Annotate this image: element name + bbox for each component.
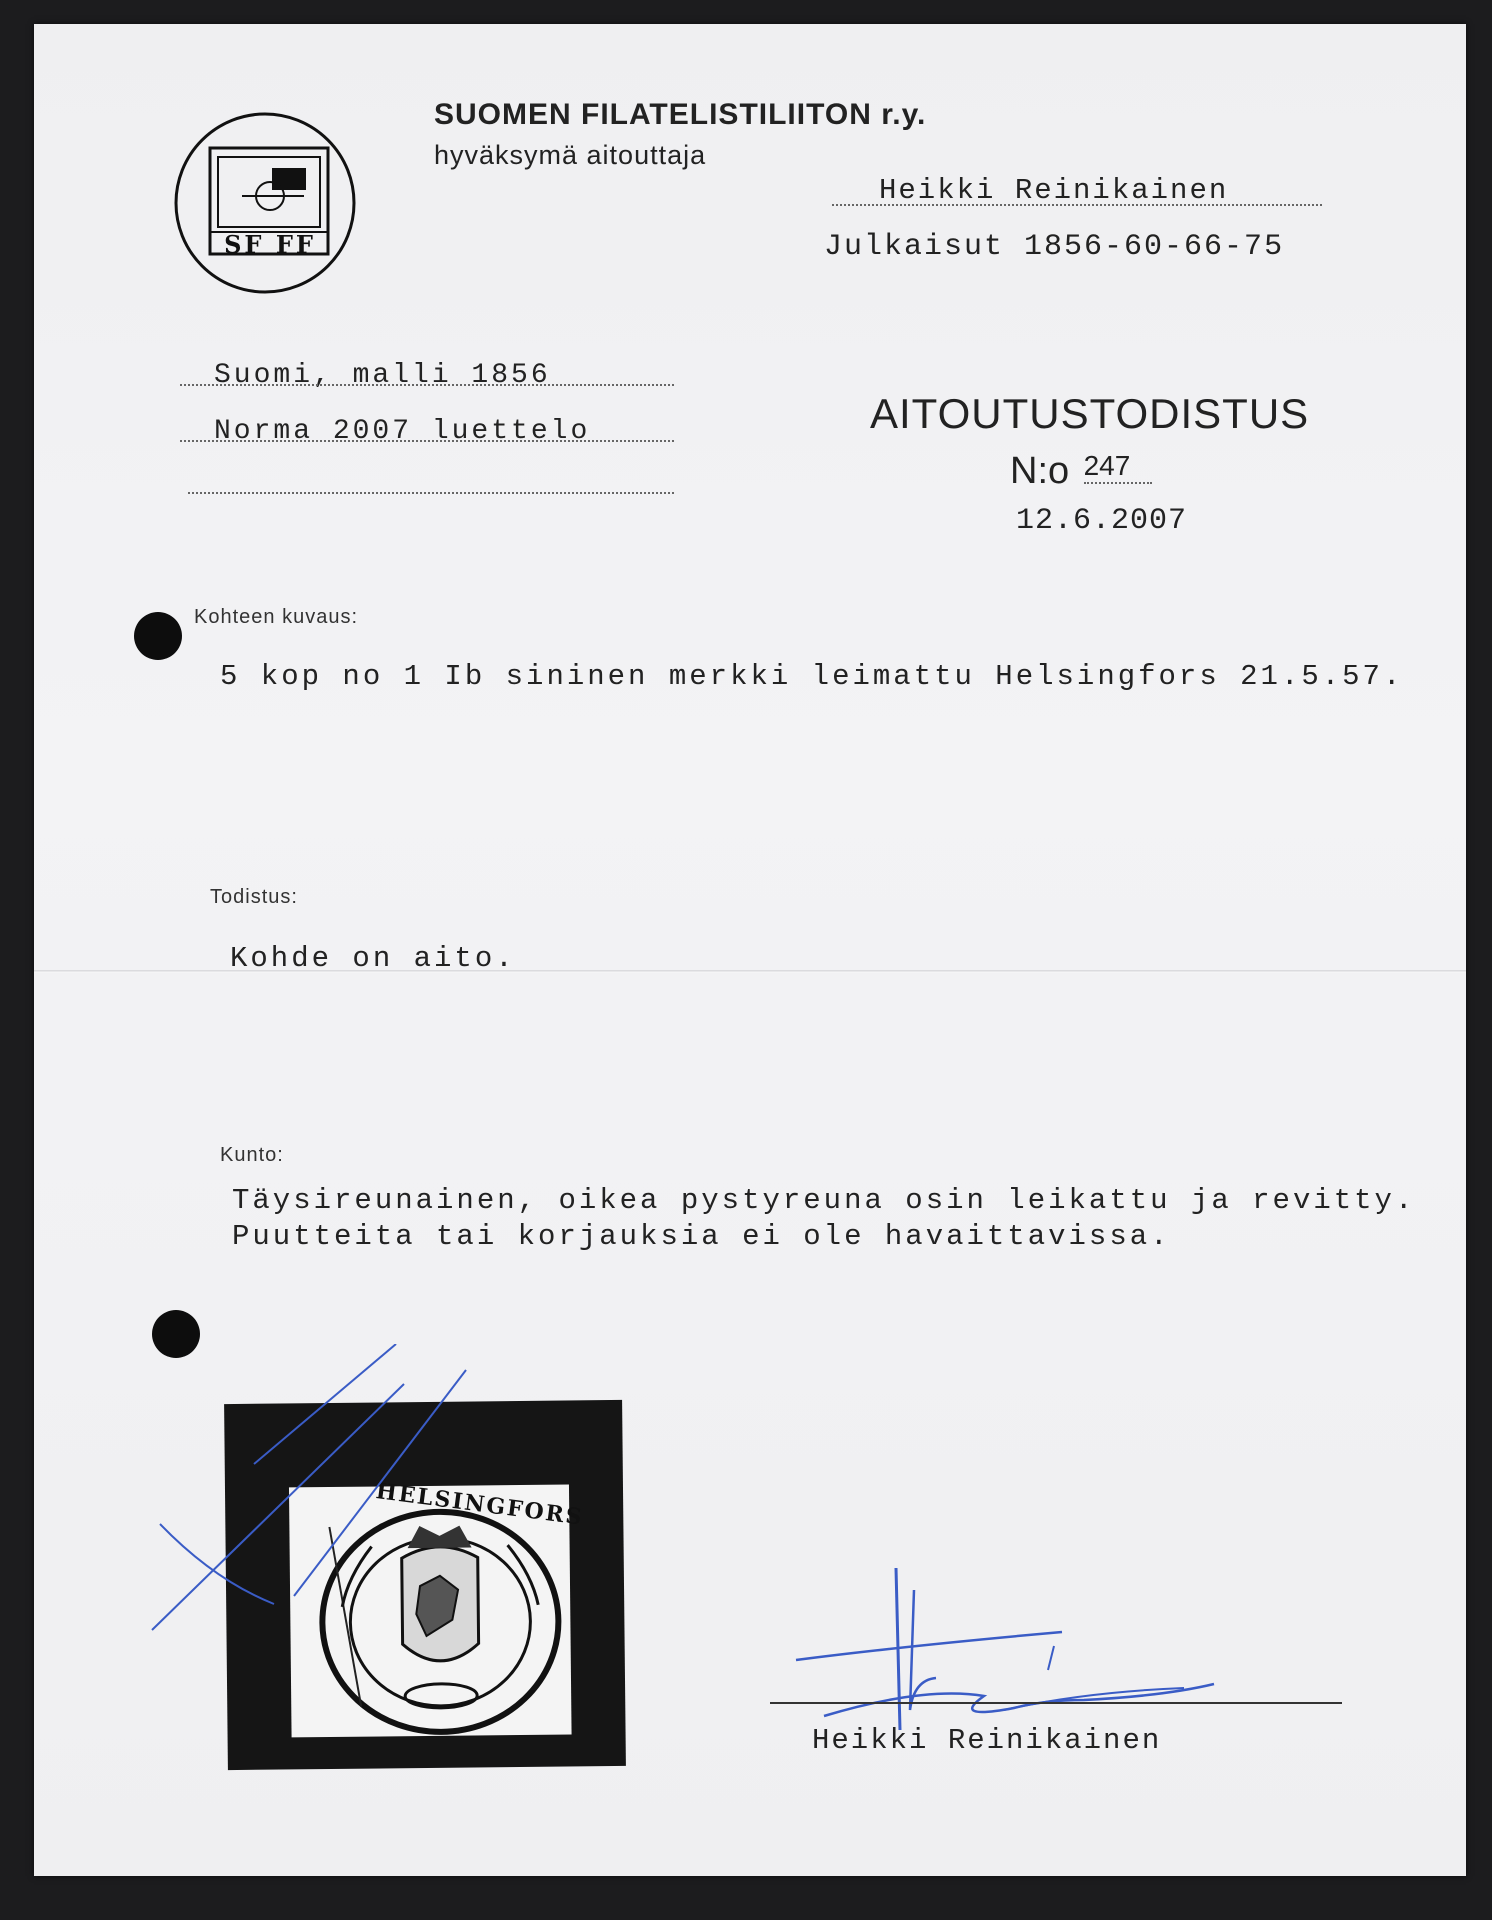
dotted-line xyxy=(188,492,674,494)
punch-hole-top xyxy=(134,612,182,660)
org-name: SUOMEN FILATELISTILIITON r.y. xyxy=(434,98,927,131)
certificate-number: 247 xyxy=(1084,450,1152,484)
number-label: N:o xyxy=(1010,450,1070,492)
examiner-name: Heikki Reinikainen xyxy=(879,174,1229,207)
certificate-sheet xyxy=(34,24,1466,1876)
signature-image xyxy=(784,1560,1264,1740)
verdict-label: Todistus: xyxy=(210,886,298,908)
description-label: Kohteen kuvaus: xyxy=(194,606,358,628)
publications: Julkaisut 1856-60-66-75 xyxy=(824,230,1285,264)
dotted-line xyxy=(180,440,674,442)
certificate-date: 12.6.2007 xyxy=(1016,504,1188,538)
condition-label: Kunto: xyxy=(220,1144,284,1166)
certificate-title: AITOUTUSTODISTUS xyxy=(870,390,1310,437)
signature-name: Heikki Reinikainen xyxy=(812,1724,1162,1757)
signature-line xyxy=(770,1702,1342,1704)
condition-line-1: Täysireunainen, oikea pystyreuna osin leikattu ja revitty. xyxy=(232,1184,1416,1217)
pen-cancel-mark xyxy=(144,1344,564,1644)
logo-text: SF FF xyxy=(224,230,316,259)
sfff-logo xyxy=(172,110,358,296)
description-text: 5 kop no 1 Ib sininen merkki leimattu Helsingfors 21.5.57. xyxy=(220,660,1404,693)
dotted-line xyxy=(180,384,674,386)
dotted-line xyxy=(832,204,1322,206)
certificate-number-row xyxy=(1010,450,1152,500)
reference-line-2: Norma 2007 luettelo xyxy=(214,416,591,447)
reference-line-1: Suomi, malli 1856 xyxy=(214,360,551,391)
verdict-text: Kohde on aito. xyxy=(230,942,516,975)
postmark-text: HELSINGFORS xyxy=(374,1478,586,1531)
org-subtitle: hyväksymä aitouttaja xyxy=(434,140,707,170)
condition-line-2: Puutteita tai korjauksia ei ole havaittavissa. xyxy=(232,1220,1171,1253)
